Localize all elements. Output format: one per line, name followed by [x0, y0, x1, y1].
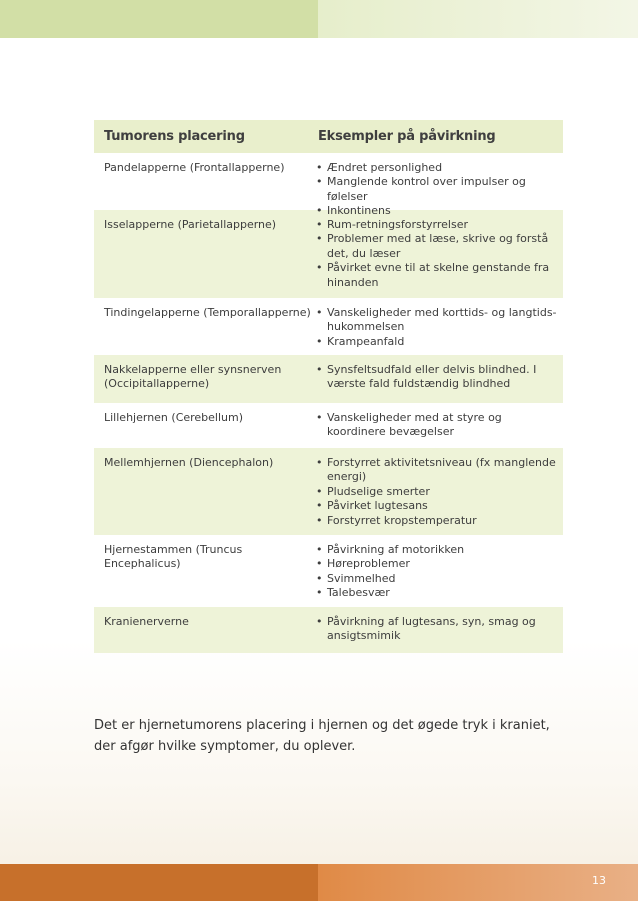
- effect-item: • Høreproblemer: [316, 557, 563, 571]
- row-effects: [316, 543, 563, 607]
- effect-item: • Problemer med at læse, skrive og forstå det, du læser: [316, 232, 563, 261]
- body-paragraph: Det er hjernetumorens placering i hjernen og det øgede tryk i kraniet, der afgør hvilke symptomer, du oplever.: [94, 718, 550, 754]
- page-number: 13: [592, 874, 606, 887]
- effect-item: • Vanskeligheder med korttids- og langtids-hukommelsen: [316, 306, 563, 335]
- effect-item: • Påvirket evne til at skelne genstande fra hinanden: [316, 261, 563, 290]
- effect-item: • Vanskeligheder med at styre og koordinere bevægelser: [316, 411, 563, 440]
- row-effects: [316, 306, 563, 355]
- table-row: [94, 403, 563, 448]
- row-location: Tindingelapperne (Temporallapperne): [104, 306, 311, 319]
- row-location: Kranienerverne: [104, 615, 189, 628]
- effect-item: • Påvirkning af motorikken: [316, 543, 563, 557]
- table-row: [94, 607, 563, 653]
- table-row: [94, 535, 563, 607]
- row-location: Lillehjernen (Cerebellum): [104, 411, 244, 424]
- row-effects: [316, 615, 563, 653]
- effect-item: • Påvirkning af lugtesans, syn, smag og ansigtsmimik: [316, 615, 563, 644]
- effect-item: • Pludselige smerter: [316, 485, 563, 499]
- row-location: Hjernestammen (Truncus Encephalicus): [104, 543, 243, 571]
- top-band-right: [318, 0, 638, 38]
- table-row: [94, 210, 563, 298]
- placement-table: [94, 120, 563, 653]
- header-placement: Tumorens placering: [104, 129, 245, 144]
- row-effects: [316, 218, 563, 298]
- top-band-left: [0, 0, 318, 38]
- row-location: Pandelapperne (Frontallapperne): [104, 161, 285, 174]
- row-effects: [316, 363, 563, 403]
- row-location: Nakkelapperne eller synsnerven (Occipitallapperne): [104, 363, 282, 391]
- table-row: [94, 153, 563, 218]
- row-effects: [316, 456, 563, 535]
- effect-item: • Synsfeltsudfald eller delvis blindhed. I værste fald fuldstændig blindhed: [316, 363, 563, 392]
- bottom-band-right: [318, 864, 638, 901]
- table-row: [94, 448, 563, 535]
- effect-item: • Talebesvær: [316, 586, 563, 600]
- effect-item: • Manglende kontrol over impulser og følelser: [316, 175, 563, 204]
- effect-item: • Påvirket lugtesans: [316, 499, 563, 513]
- effect-item: • Rum-retningsforstyrrelser: [316, 218, 563, 232]
- table-row: [94, 355, 563, 403]
- table-header: [94, 120, 563, 153]
- row-location: Mellemhjernen (Diencephalon): [104, 456, 274, 469]
- effect-item: • Inkontinens: [316, 204, 563, 218]
- effect-item: • Svimmelhed: [316, 572, 563, 586]
- row-effects: [316, 411, 563, 448]
- table-row: [94, 298, 563, 355]
- bottom-band-left: [0, 864, 318, 901]
- effect-item: • Ændret personlighed: [316, 161, 563, 175]
- effect-item: • Forstyrret kropstemperatur: [316, 514, 563, 528]
- row-effects: [316, 161, 563, 218]
- effect-item: • Krampeanfald: [316, 335, 563, 349]
- effect-item: • Forstyrret aktivitetsniveau (fx manglende energi): [316, 456, 563, 485]
- row-location: Isselapperne (Parietallapperne): [104, 218, 277, 231]
- header-effects: Eksempler på påvirkning: [318, 129, 496, 144]
